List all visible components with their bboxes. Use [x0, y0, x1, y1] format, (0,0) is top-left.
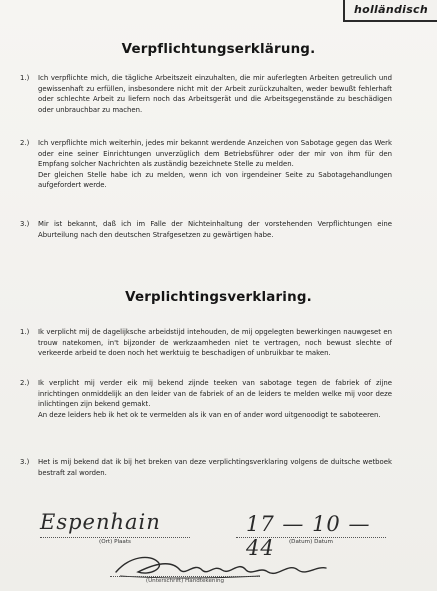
signature-block: [110, 548, 340, 588]
signature-line: [110, 576, 260, 577]
item-text-continued: Der gleichen Stelle habe ich zu melden, wenn ich von irgendeiner Seite zu Sabotagehandlungen aufgefordert werde.: [38, 170, 392, 190]
german-item-3: [20, 219, 392, 240]
item-number: 3.): [20, 458, 30, 466]
dutch-item-3: [20, 457, 392, 478]
item-number: 2.): [20, 139, 30, 147]
item-text: Ich verpflichte mich, die tägliche Arbeitszeit einzuhalten, die mir auferlegten Arbeiten getreulich und gewissenhaft zu erfüllen, insbesondere nicht mit der Arbeit zurückzuhalten, weder bewußt fehlerhaft oder schlechte Arbeit zu liefern noch das Arbeitsgerät und die Arbeitsgegenstände zu beschädigen oder unbrauchbar zu machen.: [38, 74, 392, 114]
item-text: Ik verplicht mij verder eik mij bekend zijnde teeken van sabotage tegen de fabriek of zijne inrichtingen onmiddelijk an den leider van de fabriek of an de leiders te melden welke mij voor deze inlichtingen zijn bekend gemakt.: [38, 379, 392, 409]
dutch-item-1: [20, 327, 392, 359]
item-number: 1.): [20, 328, 30, 336]
date-handwritten: 17 — 10 — 44: [246, 512, 371, 560]
date-caption: (Datum) Datum: [289, 539, 333, 545]
place-date-row: [40, 510, 400, 560]
place-caption: (Ort) Plaats: [99, 539, 131, 545]
german-title: Verpflichtungserklärung.: [121, 42, 316, 57]
place-handwritten: Espenhain: [40, 510, 161, 534]
item-number: 2.): [20, 379, 30, 387]
german-item-2: [20, 138, 392, 191]
language-stamp: holländisch: [343, 0, 437, 22]
dutch-title: Verplichtingsverklaring.: [125, 290, 312, 305]
item-text: Ik verplicht mij de dagelijksche arbeidstijd intehouden, de mij opgelegten bewerkingen nauwgeset en trouw natekomen, in't bijzonder de werkzaamheden niet te vertragen, noch bewust slechte of verkeerde arbeid te doen noch het werktuig te beschadigen of unbruikbar te maken.: [38, 328, 392, 358]
item-number: 1.): [20, 74, 30, 82]
place-line: [40, 537, 190, 538]
item-text-continued: An deze leiders heb ik het ok te vermelden als ik van en of ander word uitgenoodigt te saboteeren.: [38, 410, 381, 419]
item-number: 3.): [20, 220, 30, 228]
signature-caption: (Unterschrift) Handtekening: [145, 578, 225, 584]
date-line: [236, 537, 386, 538]
german-item-1: [20, 73, 392, 115]
item-text: Mir ist bekannt, daß ich im Falle der Nichteinhaltung der vorstehenden Verpflichtungen eine Aburteilung nach den deutschen Strafgesetzen zu gewärtigen habe.: [38, 220, 392, 239]
item-text: Ich verpflichte mich weiterhin, jedes mir bekannt werdende Anzeichen von Sabotage gegen das Werk oder eine seiner Einrichtungen unverzüglich dem Betriebsführer oder der mir von ihm für den Empfang solcher Nachrichten als zuständig bezeichnete Stelle zu melden.: [38, 139, 392, 169]
item-text: Het is mij bekend dat ik bij het breken van deze verplichtingsverklaring volgens de duitsche wetboek bestraft zal worden.: [38, 458, 392, 477]
dutch-item-2: [20, 378, 392, 420]
